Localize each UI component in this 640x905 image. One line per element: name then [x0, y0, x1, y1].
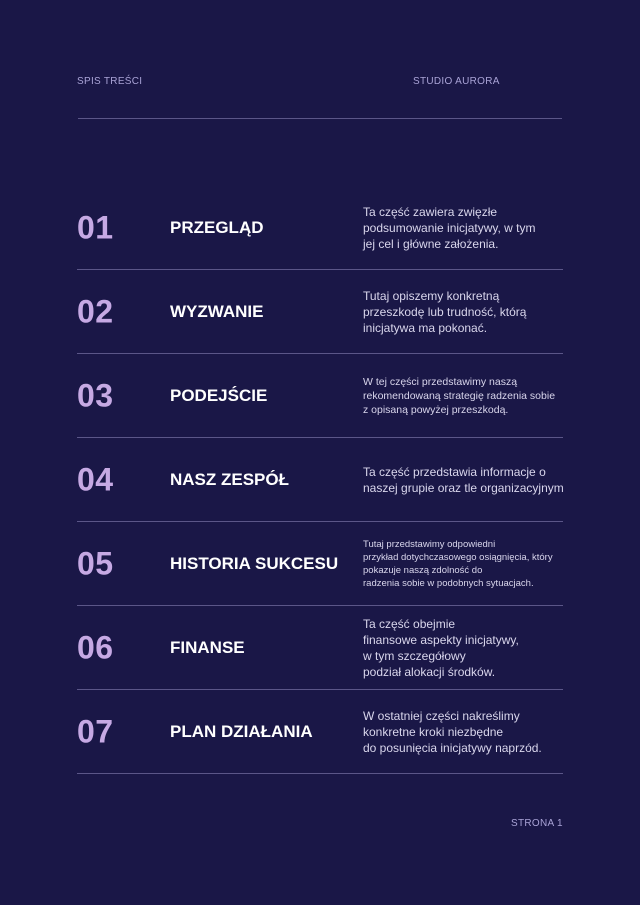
- toc-item[interactable]: [77, 186, 563, 270]
- toc-item-number: 06: [77, 629, 114, 665]
- toc-item-number: 07: [77, 713, 114, 749]
- section-label: SPIS TREŚCI: [77, 76, 143, 87]
- toc-item[interactable]: [77, 606, 563, 690]
- studio-name: STUDIO AURORA: [413, 76, 500, 87]
- toc-item[interactable]: [77, 354, 563, 438]
- toc-item-title: WYZWANIE: [170, 301, 264, 321]
- toc-item-number: 05: [77, 545, 114, 581]
- toc-item-description: Ta część przedstawia informacje o naszej grupie oraz tle organizacyjnym: [363, 464, 564, 495]
- header-divider: [78, 118, 562, 119]
- toc-item[interactable]: [77, 522, 563, 606]
- toc-item-number: 04: [77, 461, 114, 497]
- toc-item[interactable]: [77, 270, 563, 354]
- toc-item-number: 02: [77, 293, 114, 329]
- toc-item-title: FINANSE: [170, 637, 245, 657]
- toc-item-title: HISTORIA SUKCESU: [170, 553, 339, 573]
- toc-item-title: NASZ ZESPÓŁ: [170, 469, 290, 489]
- toc-item-description: Tutaj przedstawimy odpowiedni przykład dotychczasowego osiągnięcia, który pokazuje naszą zdolność do radzenia sobie w podobnych sytuacjach.: [363, 538, 553, 589]
- toc-item[interactable]: [77, 438, 563, 522]
- toc-item-title: PLAN DZIAŁANIA: [170, 721, 313, 741]
- toc-item-description: Tutaj opiszemy konkretną przeszkodę lub trudność, którą inicjatywa ma pokonać.: [363, 288, 527, 335]
- toc-item-description: Ta część obejmie finansowe aspekty inicjatywy, w tym szczegółowy podział alokacji środków.: [363, 616, 519, 679]
- toc-item-title: PODEJŚCIE: [170, 385, 268, 405]
- toc-item-title: PRZEGLĄD: [170, 217, 264, 237]
- toc-item-description: Ta część zawiera zwięzłe podsumowanie inicjatywy, w tym jej cel i główne założenia.: [363, 204, 536, 251]
- toc-item[interactable]: [77, 690, 563, 774]
- page-number: STRONA 1: [511, 818, 563, 829]
- toc-item-description: W tej części przedstawimy naszą rekomendowaną strategię radzenia sobie z opisaną powyżej przeszkodą.: [363, 375, 556, 416]
- toc-item-number: 03: [77, 377, 114, 413]
- toc-item-description: W ostatniej części nakreślimy konkretne kroki niezbędne do posunięcia inicjatywy naprzód.: [363, 708, 542, 755]
- toc-item-number: 01: [77, 209, 114, 245]
- table-of-contents: [77, 186, 563, 774]
